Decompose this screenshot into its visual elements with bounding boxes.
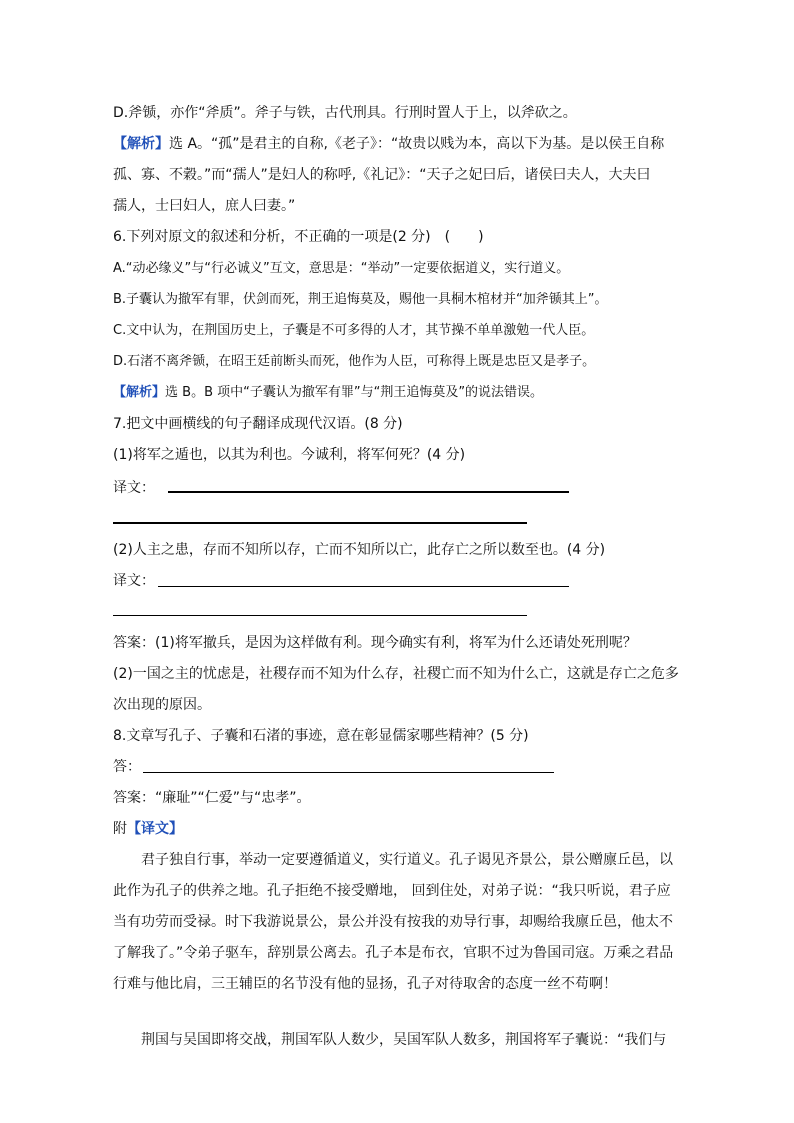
analysis-q5-line2: 孤、寡、不穀。”而“孺人”是妇人的称呼,《礼记》：“天子之妃曰后，诸侯曰夫人，大夫曰 bbox=[113, 167, 651, 183]
answer-label: 答： bbox=[113, 759, 141, 775]
answer-blank-line bbox=[143, 772, 554, 773]
analysis-text: 选 B。B 项中“子囊认为撤军有罪”与“荆王追悔莫及”的说法错误。 bbox=[165, 385, 544, 400]
translation-heading bbox=[113, 819, 183, 839]
translation-paragraph-1: 行难与他比肩，三王辅臣的名节没有他的显扬，孔子对待取舍的态度一丝不苟啊！ bbox=[113, 976, 617, 992]
analysis-q5-line3: 孺人，士曰妇人，庶人曰妻。” bbox=[113, 198, 296, 214]
question-8: 8.文章写孔子、子囊和石渚的事迹，意在彰显儒家哪些精神？(5 分) bbox=[113, 728, 529, 744]
answer-blank-line bbox=[168, 491, 569, 493]
answer-blank-line bbox=[113, 615, 527, 616]
translation-tag: 【译文】 bbox=[127, 821, 183, 837]
translation-label-1: 译文： bbox=[113, 480, 155, 496]
answer-q7-2: (2)一国之主的忧虑是，社稷存而不知为什么存，社稷亡而不知为什么亡，这就是存亡之危多 bbox=[113, 666, 679, 682]
analysis-tag: 【解析】 bbox=[113, 385, 166, 400]
option-d-note: D.斧锧，亦作“斧质”。斧子与铁，古代刑具。行刑时置人于上，以斧砍之。 bbox=[113, 105, 577, 121]
translation-paragraph-1: 当有功劳而受禄。时下我游说景公，景公并没有按我的劝导行事，却赐给我廪丘邑，他太不 bbox=[113, 914, 673, 930]
translation-paragraph-1: 君子独自行事，举动一定要遵循道义，实行道义。孔子谒见齐景公，景公赠廪丘邑，以 bbox=[141, 852, 673, 868]
translation-paragraph-1: 此作为孔子的供养之地。孔子拒绝不接受赠地， 回到住处，对弟子说：“我只听说，君子应 bbox=[113, 883, 671, 899]
q7-sentence-2: (2)人主之患，存而不知所以存，亡而不知所以亡，此存亡之所以数至也。(4 分) bbox=[113, 542, 606, 558]
appendix-prefix: 附 bbox=[113, 821, 127, 837]
analysis-q6 bbox=[113, 383, 543, 403]
analysis-text: 选 A。“孤”是君主的自称,《老子》：“故贵以贱为本，高以下为基。是以侯王自称 bbox=[169, 136, 665, 152]
q6-option-b: B.子囊认为撤军有罪，伏剑而死，荆王追悔莫及，赐他一具桐木棺材并“加斧锧其上”。 bbox=[113, 292, 608, 307]
q6-option-d: D.石渚不离斧锧，在昭王廷前断头而死，他作为人臣，可称得上既是忠臣又是孝子。 bbox=[113, 354, 596, 369]
answer-blank-line bbox=[158, 586, 569, 587]
answer-q8: 答案：“廉耻”“仁爱”与“忠孝”。 bbox=[113, 790, 311, 806]
analysis-tag: 【解析】 bbox=[113, 136, 169, 152]
answer-blank-line bbox=[113, 522, 527, 524]
translation-paragraph-2: 荆国与吴国即将交战，荆国军队人数少，吴国军队人数多，荆国将军子囊说：“我们与 bbox=[141, 1032, 667, 1048]
answer-q7-1: 答案：(1)将军撤兵，是因为这样做有利。现今确实有利，将军为什么还请处死刑呢？ bbox=[113, 635, 637, 651]
translation-label-2: 译文： bbox=[113, 573, 155, 589]
translation-paragraph-1: 了解我了。”令弟子驱车，辞别景公离去。孔子本是布衣，官职不过为鲁国司寇。万乘之君品 bbox=[113, 945, 674, 961]
question-7: 7.把文中画横线的句子翻译成现代汉语。(8 分) bbox=[113, 416, 403, 432]
question-6: 6.下列对原文的叙述和分析，不正确的一项是(2 分) ( ) bbox=[113, 229, 484, 245]
q7-sentence-1: (1)将军之遁也，以其为利也。今诚利，将军何死？(4 分) bbox=[113, 447, 466, 463]
q6-option-c: C.文中认为，在荆国历史上，子囊是不可多得的人才，其节操不单单激勉一代人臣。 bbox=[113, 323, 595, 338]
q6-option-a: A.“动必缘义”与“行必诚义”互文，意思是：“举动”一定要依据道义，实行道义。 bbox=[113, 261, 570, 276]
analysis-q5-line1 bbox=[113, 134, 664, 154]
answer-q7-2-cont: 次出现的原因。 bbox=[113, 697, 211, 713]
